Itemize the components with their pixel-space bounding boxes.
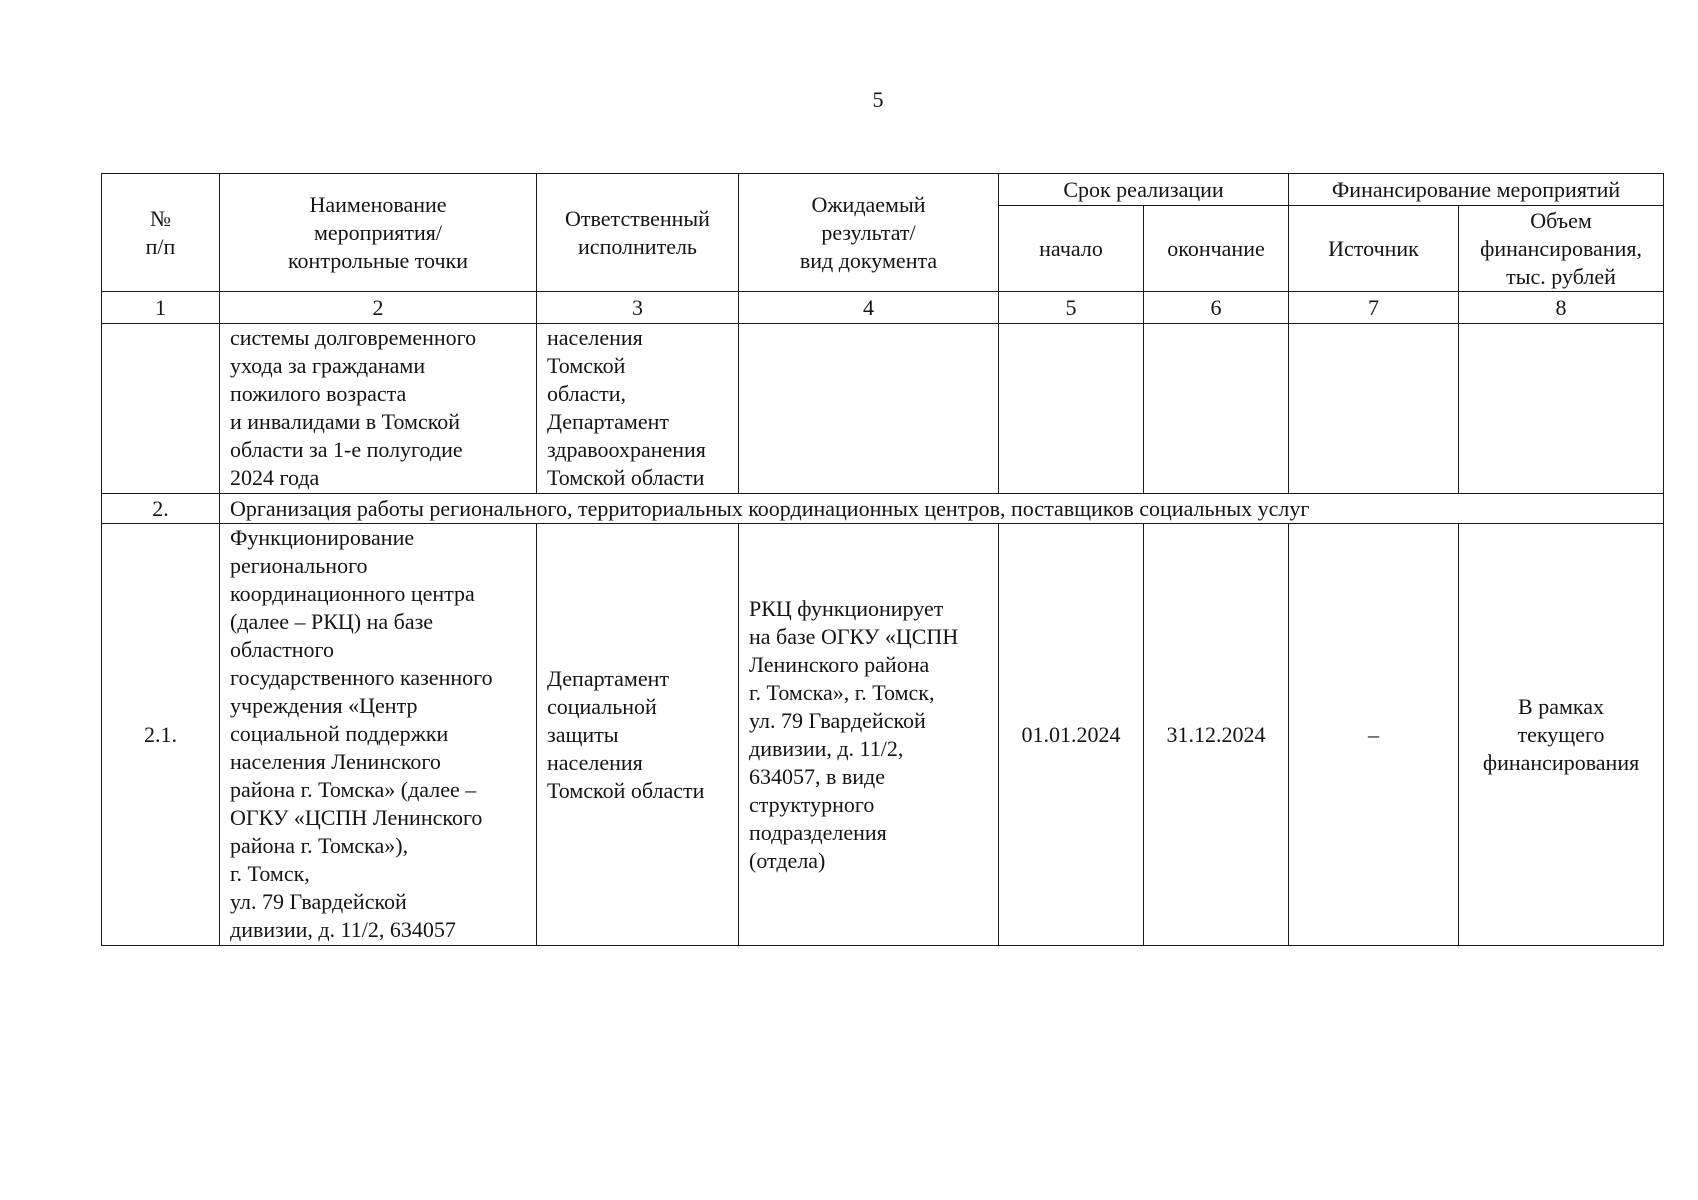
cell-activity-name: Функционирование регионального координационного центра (далее – РКЦ) на базе областного государственного казенного учреждения «Центр социальной поддержки населения Ленинского района г. Томска» (далее – ОГКУ «ЦСПН Ленинского района г. Томска»), г. Томск, ул. 79 Гвардейской дивизии, д. 11/2, 634057 (220, 524, 537, 946)
table-row-continuation (102, 324, 1664, 494)
table-row-section (102, 494, 1664, 524)
cell-number (102, 324, 220, 494)
cell-financing-amount (1459, 324, 1664, 494)
cell-number: 2.1. (102, 524, 220, 946)
cell-term-start (999, 324, 1144, 494)
cell-expected-result (739, 324, 999, 494)
column-number: 6 (1144, 292, 1289, 324)
cell-section-number: 2. (102, 494, 220, 524)
cell-responsible: Департамент социальной защиты населения Томской области (537, 524, 739, 946)
column-number: 8 (1459, 292, 1664, 324)
table-row (102, 524, 1664, 946)
header-term-end: окончание (1144, 206, 1289, 292)
column-number: 1 (102, 292, 220, 324)
column-number: 4 (739, 292, 999, 324)
header-expected-result: Ожидаемый результат/ вид документа (739, 174, 999, 292)
header-responsible: Ответственный исполнитель (537, 174, 739, 292)
column-number: 5 (999, 292, 1144, 324)
cell-term-start: 01.01.2024 (999, 524, 1144, 946)
cell-activity-name: системы долговременного ухода за гражданами пожилого возраста и инвалидами в Томской области за 1-е полугодие 2024 года (220, 324, 537, 494)
cell-term-end (1144, 324, 1289, 494)
cell-financing-source (1289, 324, 1459, 494)
column-number: 2 (220, 292, 537, 324)
header-row-1 (102, 174, 1664, 206)
column-numbers-row (102, 292, 1664, 324)
cell-financing-amount: В рамках текущего финансирования (1459, 524, 1664, 946)
column-number: 3 (537, 292, 739, 324)
cell-responsible: населения Томской области, Департамент здравоохранения Томской области (537, 324, 739, 494)
cell-financing-source: – (1289, 524, 1459, 946)
header-financing-amount: Объем финансирования, тыс. рублей (1459, 206, 1664, 292)
cell-term-end: 31.12.2024 (1144, 524, 1289, 946)
cell-expected-result: РКЦ функционирует на базе ОГКУ «ЦСПН Ленинского района г. Томска», г. Томск, ул. 79 Гвардейской дивизии, д. 11/2, 634057, в виде структурного подразделения (отдела) (739, 524, 999, 946)
header-financing-source: Источник (1289, 206, 1459, 292)
activities-table (101, 173, 1664, 946)
header-financing: Финансирование мероприятий (1289, 174, 1664, 206)
header-term-start: начало (999, 206, 1144, 292)
header-number: № п/п (102, 174, 220, 292)
header-activity-name: Наименование мероприятия/ контрольные точки (220, 174, 537, 292)
column-number: 7 (1289, 292, 1459, 324)
page-number: 5 (872, 87, 884, 112)
cell-section-title: Организация работы регионального, территориальных координационных центров, поставщиков социальных услуг (220, 494, 1664, 524)
header-implementation-term: Срок реализации (999, 174, 1289, 206)
